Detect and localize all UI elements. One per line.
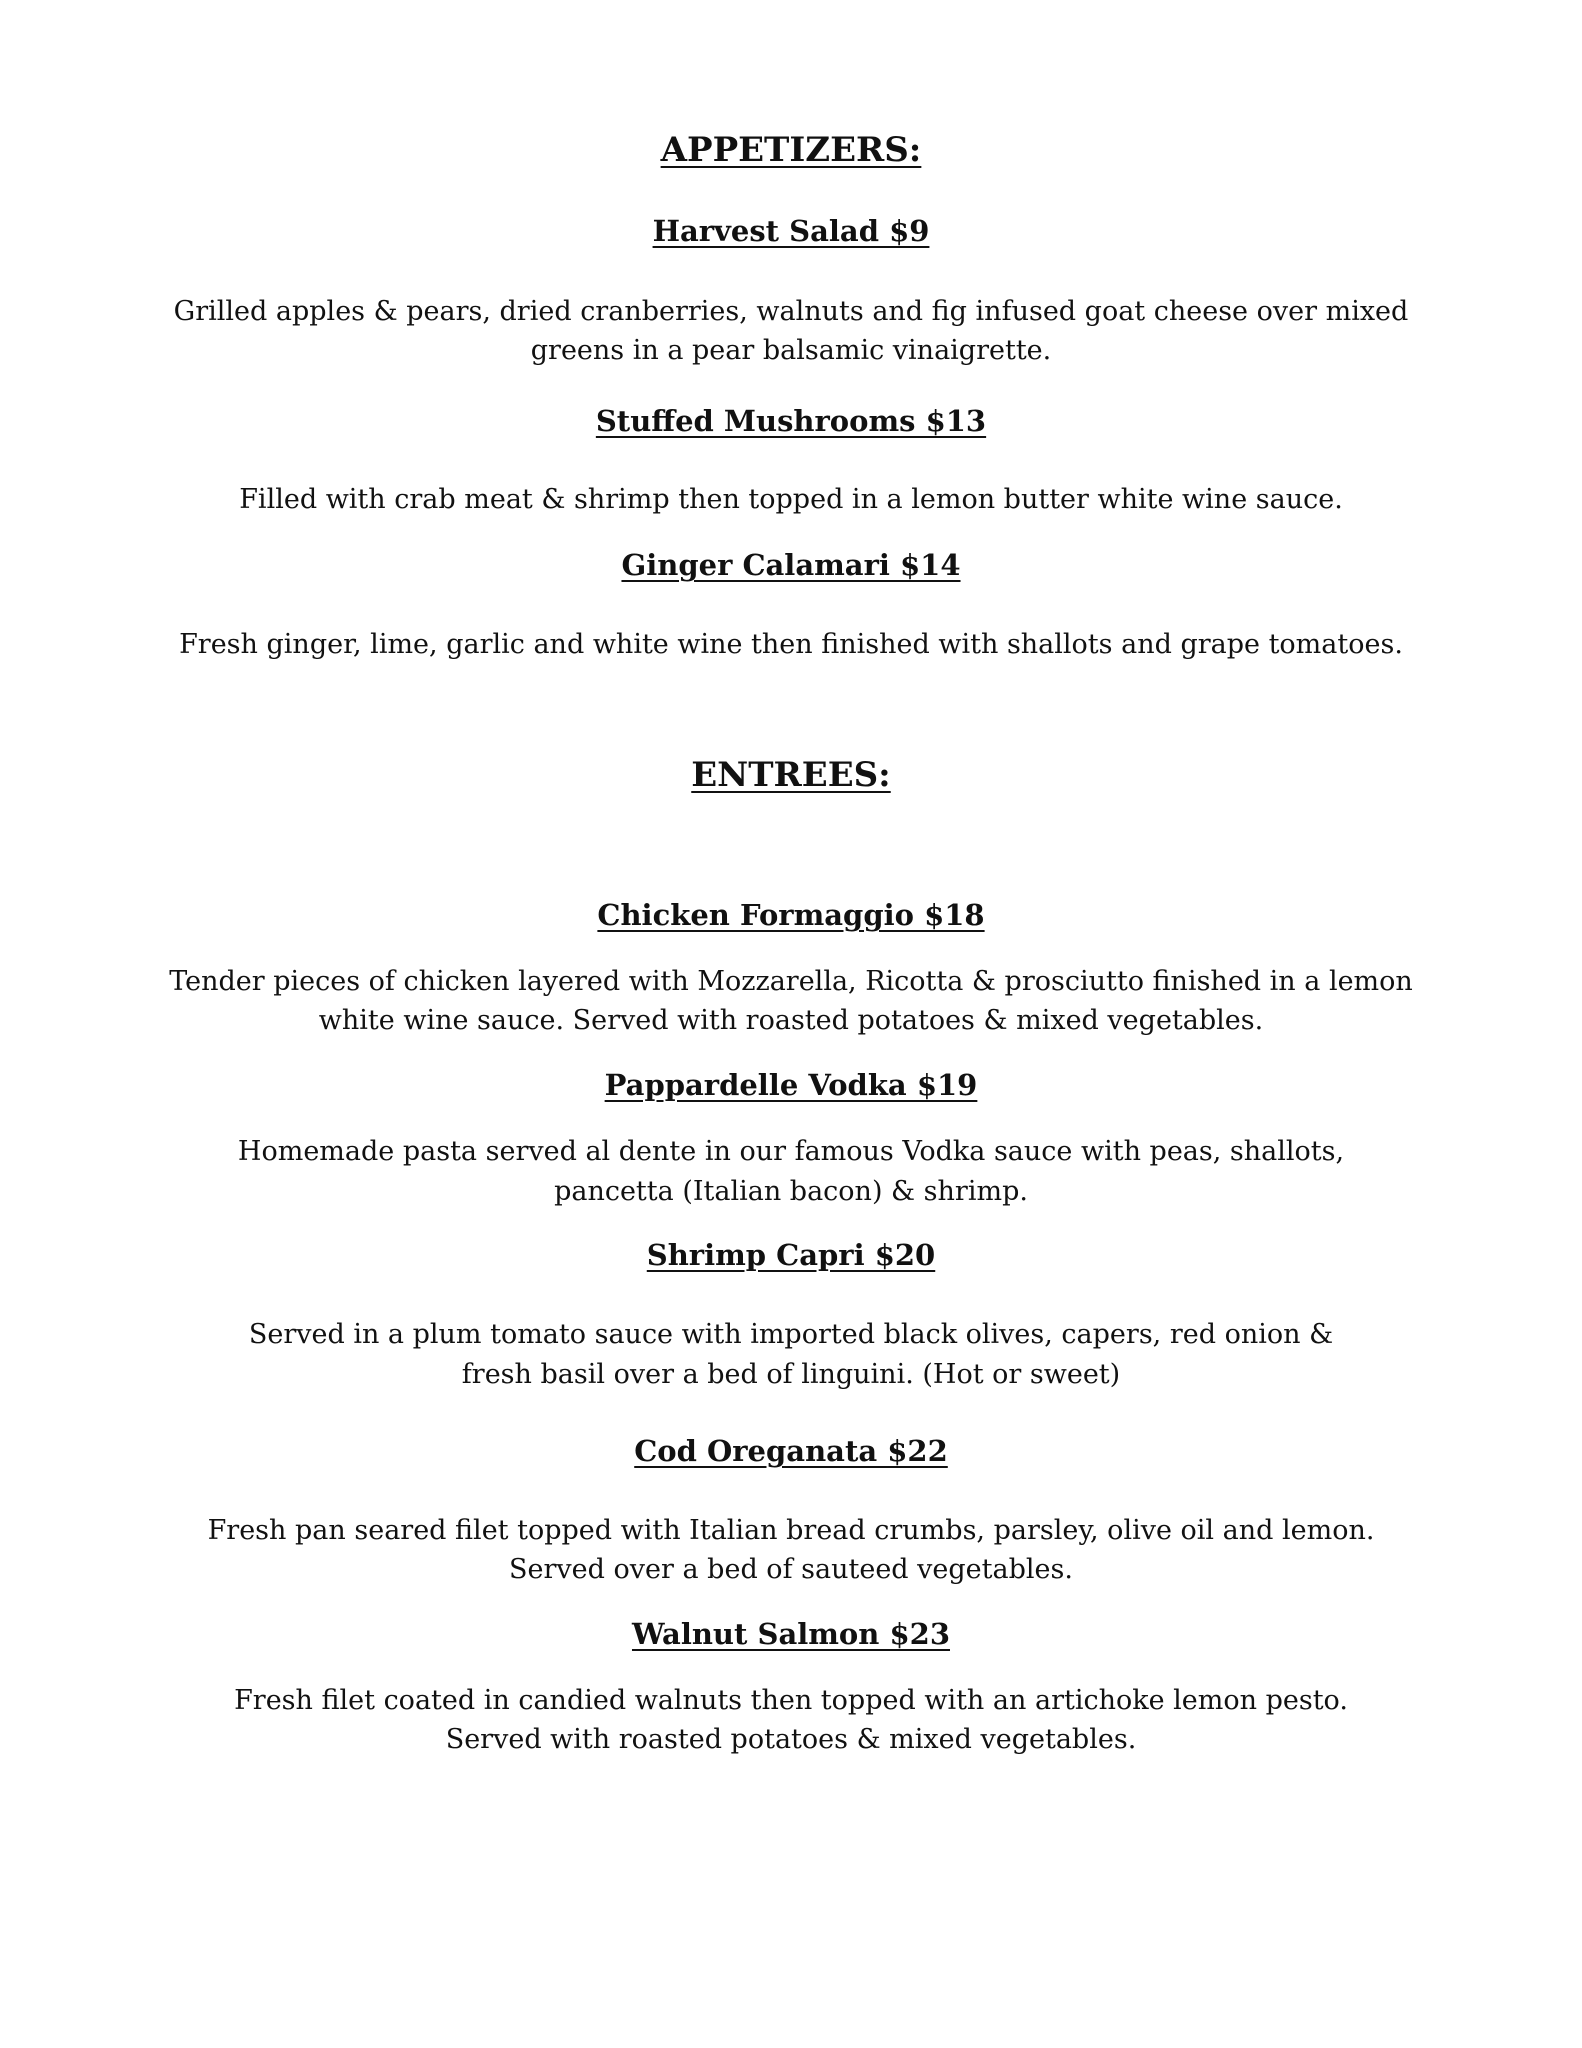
- item-title-chicken-formaggio: Chicken Formaggio $18: [597, 898, 985, 932]
- item-desc-ginger-calamari-line-1: Fresh ginger, lime, garlic and white wine then finished with shallots and grape tomatoes.: [179, 629, 1403, 660]
- item-desc-stuffed-mushrooms-line-1: Filled with crab meat & shrimp then topped in a lemon butter white wine sauce.: [239, 484, 1343, 515]
- item-desc-harvest-salad-line-2: greens in a pear balsamic vinaigrette.: [530, 335, 1052, 366]
- entrees-heading: ENTREES:: [691, 755, 891, 795]
- item-title-harvest-salad: Harvest Salad $9: [652, 214, 930, 248]
- item-desc-shrimp-capri-line-1: Served in a plum tomato sauce with imported black olives, capers, red onion &: [248, 1319, 1334, 1350]
- item-title-shrimp-capri: Shrimp Capri $20: [646, 1238, 936, 1272]
- item-desc-cod-oreganata-line-2: Served over a bed of sauteed vegetables.: [509, 1554, 1073, 1585]
- item-desc-harvest-salad-line-1: Grilled apples & pears, dried cranberries, walnuts and fig infused goat cheese over mixed: [173, 296, 1409, 327]
- item-title-ginger-calamari: Ginger Calamari $14: [621, 548, 961, 582]
- item-desc-shrimp-capri-line-2: fresh basil over a bed of linguini. (Hot or sweet): [461, 1359, 1121, 1390]
- item-title-stuffed-mushrooms: Stuffed Mushrooms $13: [595, 404, 987, 438]
- item-title-walnut-salmon: Walnut Salmon $23: [631, 1617, 950, 1651]
- item-title-cod-oreganata: Cod Oreganata $22: [634, 1434, 948, 1468]
- item-desc-pappardelle-vodka-line-1: Homemade pasta served al dente in our famous Vodka sauce with peas, shallots,: [237, 1136, 1345, 1167]
- item-desc-chicken-formaggio-line-1: Tender pieces of chicken layered with Mozzarella, Ricotta & prosciutto finished in a lemon: [169, 966, 1413, 997]
- item-desc-walnut-salmon-line-1: Fresh filet coated in candied walnuts then topped with an artichoke lemon pesto.: [234, 1685, 1348, 1716]
- item-title-pappardelle-vodka: Pappardelle Vodka $19: [604, 1068, 978, 1102]
- item-desc-pappardelle-vodka-line-2: pancetta (Italian bacon) & shrimp.: [554, 1176, 1028, 1207]
- appetizers-heading: APPETIZERS:: [660, 130, 922, 170]
- item-desc-walnut-salmon-line-2: Served with roasted potatoes & mixed vegetables.: [445, 1724, 1137, 1755]
- item-desc-cod-oreganata-line-1: Fresh pan seared filet topped with Italian bread crumbs, parsley, olive oil and lemon.: [207, 1515, 1375, 1546]
- item-desc-chicken-formaggio-line-2: white wine sauce. Served with roasted potatoes & mixed vegetables.: [318, 1005, 1264, 1036]
